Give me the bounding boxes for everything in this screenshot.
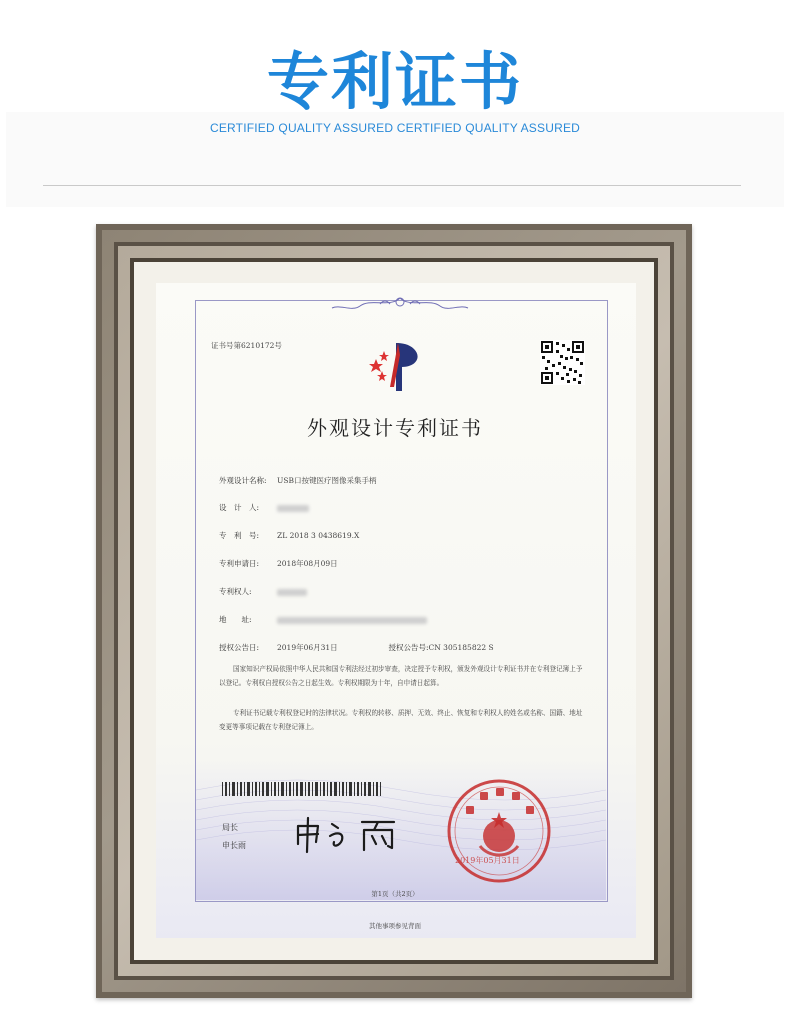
grant-date: 2019年06月31日 (277, 643, 338, 652)
field-patentee (219, 586, 307, 597)
redacted-value (277, 505, 309, 512)
page-subtitle: CERTIFIED QUALITY ASSURED CERTIFIED QUALITY ASSURED (209, 121, 581, 135)
certificate-number: 证书号第6210172号 (211, 341, 282, 350)
field-address (219, 614, 427, 625)
official-seal (444, 776, 554, 886)
field-value: USB口按键医疗图像采集手柄 (277, 476, 377, 485)
redacted-value (277, 617, 427, 624)
field-label: 设 计 人: (219, 503, 260, 512)
handwritten-signature (292, 814, 412, 854)
field-value: 2018年08月09日 (277, 559, 338, 568)
field-label: 外观设计名称: (219, 476, 267, 485)
grant-number: CN 305185822 S (428, 643, 494, 652)
page-header (0, 0, 790, 210)
field-label: 专利申请日: (219, 559, 260, 568)
page-count: 第1页（共2页） (371, 890, 419, 898)
signer-title: 局长 (222, 823, 238, 832)
certificate-paragraph-2: 专利证书记载专利权登记时的法律状况。专利权的转移、质押、无效、终止、恢复和专利权人的姓名或名称、国籍、地址变更等事项记载在专利登记簿上。 (219, 709, 583, 731)
field-label: 地 址: (219, 615, 252, 624)
top-ornament (330, 294, 470, 316)
patent-office-logo (364, 337, 426, 395)
field-grant-info (219, 642, 494, 653)
barcode (222, 782, 382, 796)
field-value: ZL 2018 3 0438619.X (277, 531, 360, 540)
field-patent-number (219, 530, 359, 541)
header-divider (43, 185, 741, 186)
field-design-name (219, 475, 376, 486)
certificate-footnote: 其他事项参见背面 (369, 922, 421, 930)
field-designer (219, 502, 309, 513)
field-label: 专 利 号: (219, 531, 260, 540)
grant-number-label: 授权公告号: (388, 643, 429, 652)
field-label: 专利权人: (219, 587, 252, 596)
certificate-title: 外观设计专利证书 (307, 416, 483, 440)
signer-name: 申长雨 (222, 841, 246, 850)
grant-date-label: 授权公告日: (219, 643, 260, 652)
qr-code (540, 340, 585, 385)
seal-date: 2019年05月31日 (455, 856, 520, 865)
page-title: 专利证书 (266, 45, 523, 118)
certificate-paragraph-1: 国家知识产权局依照中华人民共和国专利法经过初步审查，决定授予专利权，颁发外观设计专利证书并在专利登记簿上予以登记。专利权自授权公告之日起生效。专利权期限为十年，自申请日起算。 (219, 665, 583, 687)
redacted-value (277, 589, 307, 596)
field-filing-date (219, 558, 338, 569)
